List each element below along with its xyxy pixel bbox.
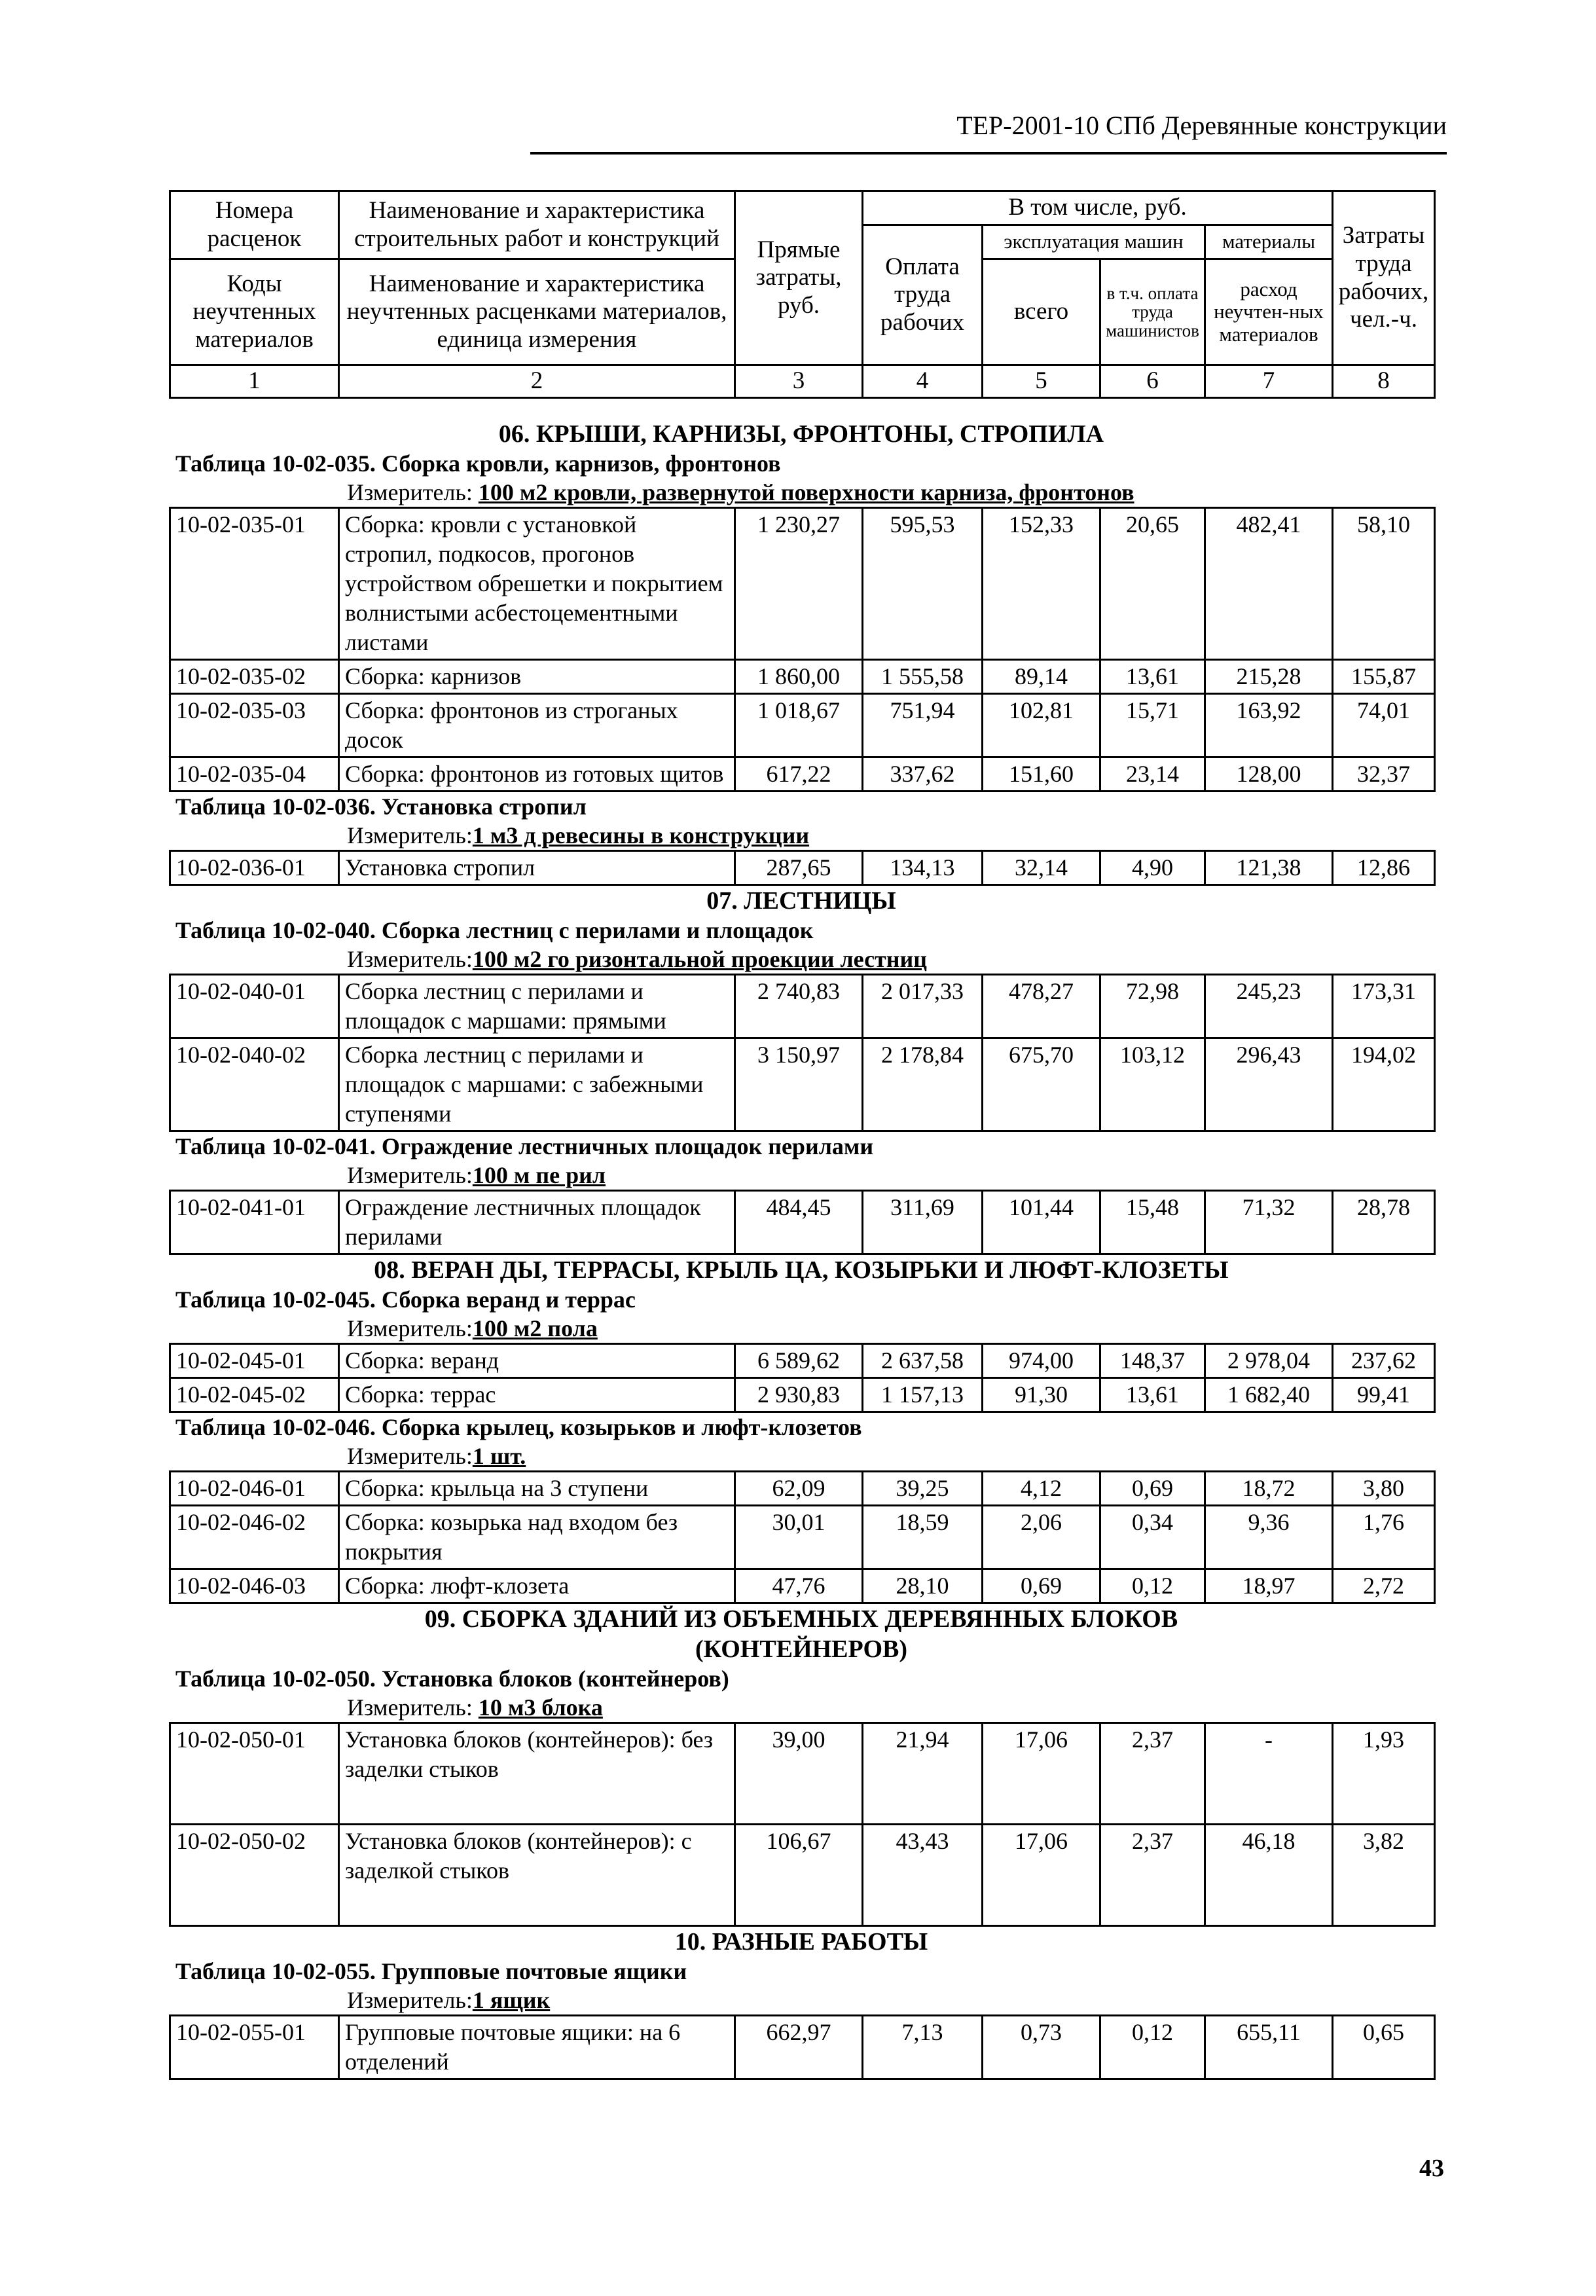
col7-header: расход неучтен-ных материалов (1205, 259, 1333, 365)
rate-code: 10-02-036-01 (170, 851, 339, 885)
rates-table (169, 1470, 1436, 1604)
section-title: 10. РАЗНЫЕ РАБОТЫ (674, 1928, 928, 1956)
col1-header-bottom: Коды неучтенных материалов (170, 259, 339, 365)
work-description: Сборка: кровли с установкой стропил, подкосов, прогонов устройством обрешетки и покрытием волнистыми асбестоцементными листами (339, 508, 735, 660)
labor-hours: 74,01 (1333, 694, 1435, 757)
col3-header: Прямые затраты, руб. (735, 191, 863, 365)
header-rule (530, 152, 1447, 155)
machine-total: 0,69 (983, 1569, 1100, 1603)
direct-cost: 6 589,62 (735, 1344, 863, 1378)
machinist-wage: 0,12 (1100, 2016, 1205, 2079)
labor-wage: 2 637,58 (863, 1344, 983, 1378)
direct-cost: 662,97 (735, 2016, 863, 2079)
section-title: 06. КРЫШИ, КАРНИЗЫ, ФРОНТОНЫ, СТРОПИЛА (498, 420, 1104, 448)
work-description: Сборка: фронтонов из готовых щитов (339, 757, 735, 792)
work-description: Ограждение лестничных площадок перилами (339, 1191, 735, 1254)
materials-cost: 2 978,04 (1205, 1344, 1333, 1378)
measure-line: Измеритель: 10 м3 блока (347, 1694, 603, 1721)
table-row (170, 1825, 1435, 1926)
col6-header: в т.ч. оплата труда машинистов (1100, 259, 1205, 365)
col-number: 7 (1205, 365, 1333, 398)
table-row (170, 508, 1435, 660)
materials-cost: 296,43 (1205, 1038, 1333, 1131)
materials-cost: 215,28 (1205, 660, 1333, 694)
machinist-wage: 0,69 (1100, 1472, 1205, 1506)
rates-table (169, 1343, 1436, 1413)
direct-cost: 484,45 (735, 1191, 863, 1254)
machinist-wage: 2,37 (1100, 1825, 1205, 1926)
machinist-wage: 13,61 (1100, 1378, 1205, 1412)
col2-header-bottom: Наименование и характеристика неучтенных расценками материалов, единица измерения (339, 259, 735, 365)
col-number: 8 (1333, 365, 1435, 398)
labor-wage: 311,69 (863, 1191, 983, 1254)
col-number: 1 (170, 365, 339, 398)
labor-hours: 58,10 (1333, 508, 1435, 660)
table-title: Таблица 10-02-055. Групповые почтовые ящики (175, 1958, 687, 1984)
machine-total: 17,06 (983, 1825, 1100, 1926)
table-title: Таблица 10-02-045. Сборка веранд и террас (175, 1286, 636, 1313)
labor-hours: 3,80 (1333, 1472, 1435, 1506)
labor-wage: 7,13 (863, 2016, 983, 2079)
measure-line: Измеритель:1 ящик (347, 1987, 551, 2013)
rate-code: 10-02-046-02 (170, 1506, 339, 1569)
work-description: Сборка: козырька над входом без покрытия (339, 1506, 735, 1569)
labor-hours: 32,37 (1333, 757, 1435, 792)
machinist-wage: 2,37 (1100, 1723, 1205, 1825)
table-title: Таблица 10-02-041. Ограждение лестничных площадок перилами (175, 1133, 874, 1159)
table-row (170, 1723, 1435, 1825)
materials-cost: 482,41 (1205, 508, 1333, 660)
rate-code: 10-02-050-02 (170, 1825, 339, 1926)
work-description: Сборка: веранд (339, 1344, 735, 1378)
machine-total: 478,27 (983, 975, 1100, 1038)
materials-cost: 71,32 (1205, 1191, 1333, 1254)
materials-cost: 18,72 (1205, 1472, 1333, 1506)
work-description: Сборка: карнизов (339, 660, 735, 694)
labor-wage: 43,43 (863, 1825, 983, 1926)
rate-code: 10-02-046-03 (170, 1569, 339, 1603)
labor-wage: 595,53 (863, 508, 983, 660)
table-row (170, 1344, 1435, 1378)
materials-cost: 121,38 (1205, 851, 1333, 885)
table-row (170, 975, 1435, 1038)
machine-total: 101,44 (983, 1191, 1100, 1254)
labor-wage: 1 157,13 (863, 1378, 983, 1412)
direct-cost: 47,76 (735, 1569, 863, 1603)
machinist-wage: 72,98 (1100, 975, 1205, 1038)
col-number: 2 (339, 365, 735, 398)
col2-header-top: Наименование и характеристика строительных работ и конструкций (339, 191, 735, 259)
group-header: В том числе, руб. (863, 191, 1333, 225)
column-header-table (169, 190, 1436, 399)
measure-line: Измеритель: 100 м2 кровли, развернутой поверхности карниза, фронтонов (347, 479, 1134, 505)
section-title-cont: (КОНТЕЙНЕРОВ) (695, 1635, 908, 1663)
machine-total: 152,33 (983, 508, 1100, 660)
table-title: Таблица 10-02-050. Установка блоков (контейнеров) (175, 1666, 729, 1692)
machine-total: 2,06 (983, 1506, 1100, 1569)
work-description: Установка блоков (контейнеров): без заделки стыков (339, 1723, 735, 1825)
machinist-wage: 103,12 (1100, 1038, 1205, 1131)
labor-wage: 39,25 (863, 1472, 983, 1506)
rate-code: 10-02-040-01 (170, 975, 339, 1038)
rate-code: 10-02-045-02 (170, 1378, 339, 1412)
machine-total: 89,14 (983, 660, 1100, 694)
table-title: Таблица 10-02-036. Установка стропил (175, 793, 587, 820)
work-description: Сборка лестниц с перилами и площадок с маршами: с забежными ступенями (339, 1038, 735, 1131)
rate-code: 10-02-050-01 (170, 1723, 339, 1825)
labor-hours: 28,78 (1333, 1191, 1435, 1254)
machine-total: 4,12 (983, 1472, 1100, 1506)
machine-total: 91,30 (983, 1378, 1100, 1412)
materials-cost: 655,11 (1205, 2016, 1333, 2079)
table-row (170, 1506, 1435, 1569)
table-row (170, 1038, 1435, 1131)
direct-cost: 617,22 (735, 757, 863, 792)
table-row (170, 1569, 1435, 1603)
labor-wage: 134,13 (863, 851, 983, 885)
labor-hours: 1,76 (1333, 1506, 1435, 1569)
machine-total: 675,70 (983, 1038, 1100, 1131)
measure-line: Измеритель:100 м пе рил (347, 1162, 606, 1188)
machine-total: 32,14 (983, 851, 1100, 885)
labor-hours: 173,31 (1333, 975, 1435, 1038)
measure-line: Измеритель:100 м2 пола (347, 1315, 598, 1341)
page-content (169, 419, 1434, 2080)
col-number: 6 (1100, 365, 1205, 398)
measure-line: Измеритель:1 м3 д ревесины в конструкции (347, 822, 810, 848)
direct-cost: 287,65 (735, 851, 863, 885)
work-description: Групповые почтовые ящики: на 6 отделений (339, 2016, 735, 2079)
direct-cost: 62,09 (735, 1472, 863, 1506)
measure-line: Измеритель:100 м2 го ризонтальной проекции лестниц (347, 946, 927, 972)
work-description: Установка блоков (контейнеров): с заделкой стыков (339, 1825, 735, 1926)
labor-hours: 99,41 (1333, 1378, 1435, 1412)
col4-header: Оплата труда рабочих (863, 225, 983, 365)
rate-code: 10-02-046-01 (170, 1472, 339, 1506)
col8-header: Затраты труда рабочих, чел.-ч. (1333, 191, 1435, 365)
labor-wage: 751,94 (863, 694, 983, 757)
materials-header: материалы (1205, 225, 1333, 259)
table-title: Таблица 10-02-040. Сборка лестниц с перилами и площадок (175, 917, 814, 943)
table-row (170, 2016, 1435, 2079)
section-title: 07. ЛЕСТНИЦЫ (706, 887, 896, 915)
labor-hours: 1,93 (1333, 1723, 1435, 1825)
machine-total: 151,60 (983, 757, 1100, 792)
labor-hours: 0,65 (1333, 2016, 1435, 2079)
direct-cost: 2 930,83 (735, 1378, 863, 1412)
labor-hours: 3,82 (1333, 1825, 1435, 1926)
rate-code: 10-02-035-02 (170, 660, 339, 694)
labor-wage: 337,62 (863, 757, 983, 792)
labor-wage: 2 178,84 (863, 1038, 983, 1131)
rate-code: 10-02-045-01 (170, 1344, 339, 1378)
labor-hours: 237,62 (1333, 1344, 1435, 1378)
labor-hours: 2,72 (1333, 1569, 1435, 1603)
labor-hours: 194,02 (1333, 1038, 1435, 1131)
machines-header: эксплуатация машин (983, 225, 1205, 259)
machinist-wage: 15,71 (1100, 694, 1205, 757)
table-title: Таблица 10-02-035. Сборка кровли, карнизов, фронтонов (175, 450, 781, 477)
labor-wage: 2 017,33 (863, 975, 983, 1038)
col-number: 3 (735, 365, 863, 398)
machinist-wage: 0,34 (1100, 1506, 1205, 1569)
rates-table (169, 974, 1436, 1132)
table-row (170, 660, 1435, 694)
running-header: ТЕР-2001-10 СПб Деревянные конструкции (956, 111, 1447, 140)
rate-code: 10-02-035-01 (170, 508, 339, 660)
rates-table (169, 850, 1436, 886)
labor-hours: 155,87 (1333, 660, 1435, 694)
direct-cost: 1 860,00 (735, 660, 863, 694)
direct-cost: 2 740,83 (735, 975, 863, 1038)
table-row (170, 694, 1435, 757)
col5-header: всего (983, 259, 1100, 365)
materials-cost: 18,97 (1205, 1569, 1333, 1603)
table-row (170, 1378, 1435, 1412)
measure-line: Измеритель:1 шт. (347, 1443, 526, 1469)
machine-total: 974,00 (983, 1344, 1100, 1378)
work-description: Сборка: террас (339, 1378, 735, 1412)
direct-cost: 30,01 (735, 1506, 863, 1569)
materials-cost: 163,92 (1205, 694, 1333, 757)
page-number: 43 (1419, 2155, 1444, 2182)
table-row (170, 1472, 1435, 1506)
machine-total: 0,73 (983, 2016, 1100, 2079)
direct-cost: 3 150,97 (735, 1038, 863, 1131)
table-row (170, 757, 1435, 792)
rate-code: 10-02-035-03 (170, 694, 339, 757)
machinist-wage: 148,37 (1100, 1344, 1205, 1378)
labor-hours: 12,86 (1333, 851, 1435, 885)
materials-cost: 245,23 (1205, 975, 1333, 1038)
direct-cost: 1 230,27 (735, 508, 863, 660)
direct-cost: 106,67 (735, 1825, 863, 1926)
labor-wage: 21,94 (863, 1723, 983, 1825)
machinist-wage: 13,61 (1100, 660, 1205, 694)
materials-cost: 9,36 (1205, 1506, 1333, 1569)
machinist-wage: 23,14 (1100, 757, 1205, 792)
labor-wage: 18,59 (863, 1506, 983, 1569)
work-description: Сборка: фронтонов из строганых досок (339, 694, 735, 757)
direct-cost: 1 018,67 (735, 694, 863, 757)
rates-table (169, 507, 1436, 792)
section-title: 09. СБОРКА ЗДАНИЙ ИЗ ОБЪЕМНЫХ ДЕРЕВЯННЫХ БЛОКОВ (424, 1605, 1178, 1633)
machinist-wage: 15,48 (1100, 1191, 1205, 1254)
table-row (170, 851, 1435, 885)
rate-code: 10-02-040-02 (170, 1038, 339, 1131)
rates-table (169, 1190, 1436, 1255)
work-description: Сборка: крыльца на 3 ступени (339, 1472, 735, 1506)
col1-header-top: Номера расценок (170, 191, 339, 259)
labor-wage: 28,10 (863, 1569, 983, 1603)
col-number: 5 (983, 365, 1100, 398)
rates-table (169, 1722, 1436, 1927)
materials-cost: 46,18 (1205, 1825, 1333, 1926)
col-number: 4 (863, 365, 983, 398)
section-title: 08. ВЕРАН ДЫ, ТЕРРАСЫ, КРЫЛЬ ЦА, КОЗЫРЬКИ И ЛЮФТ-КЛОЗЕТЫ (374, 1256, 1229, 1284)
machine-total: 17,06 (983, 1723, 1100, 1825)
table-row (170, 1191, 1435, 1254)
work-description: Сборка: люфт-клозета (339, 1569, 735, 1603)
rate-code: 10-02-035-04 (170, 757, 339, 792)
work-description: Установка стропил (339, 851, 735, 885)
rate-code: 10-02-041-01 (170, 1191, 339, 1254)
materials-cost: 1 682,40 (1205, 1378, 1333, 1412)
machinist-wage: 0,12 (1100, 1569, 1205, 1603)
work-description: Сборка лестниц с перилами и площадок с маршами: прямыми (339, 975, 735, 1038)
materials-cost: - (1205, 1723, 1333, 1825)
machinist-wage: 20,65 (1100, 508, 1205, 660)
machinist-wage: 4,90 (1100, 851, 1205, 885)
rate-code: 10-02-055-01 (170, 2016, 339, 2079)
machine-total: 102,81 (983, 694, 1100, 757)
labor-wage: 1 555,58 (863, 660, 983, 694)
table-title: Таблица 10-02-046. Сборка крылец, козырьков и люфт-клозетов (175, 1414, 862, 1440)
rates-table (169, 2014, 1436, 2080)
materials-cost: 128,00 (1205, 757, 1333, 792)
direct-cost: 39,00 (735, 1723, 863, 1825)
